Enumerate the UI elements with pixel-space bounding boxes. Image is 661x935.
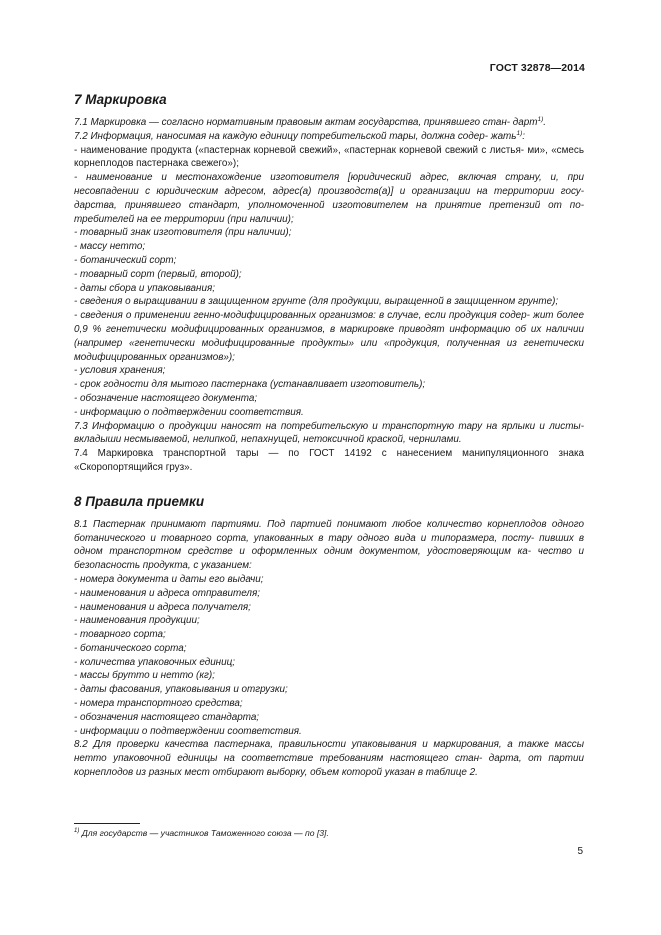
paragraph-7-4: 7.4 Маркировка транспортной тары — по ГОСТ 14192 с нанесением манипуляционного знака «Скоропортящийся груз». <box>74 448 584 473</box>
list-item-7-2-5: - товарный сорт (первый, второй); <box>74 268 242 280</box>
list-item-7-2-1: - наименование и местонахождение изготовителя [юридический адрес, включая страну, и, при несовпадении с юридическим адресом, адрес(а) производств(а)] и организации на территории госу- дарства, принявшего стандарт, уполномоченной изготовителем на принятие претензий от по- требителей на ее территории (при наличии); <box>74 172 584 225</box>
list-item-7-2-9: - условия хранения; <box>74 365 166 377</box>
paragraph-8-1: 8.1 Пастернак принимают партиями. Под партией понимают любое количество корнеплодов одного ботанического и товарного сорта, упакованных в тару одного вида и типоразмера, посту- пивших в одном транспортном средстве и оформленных одним документом, удостоверяющим ка- чество и безопасность продукта, с указанием: <box>74 518 584 572</box>
paragraph-8-2: 8.2 Для проверки качества пастернака, правильности упаковывания и маркирования, а также массы нетто упаковочной единицы на соответствие требованиям настоящего стан- дарта, от партии корнеплодов из разных мест отбирают выборку, объем которой указан в таблице 2. <box>74 739 584 779</box>
list-item-7-2-7: - сведения о выращивании в защищенном грунте (для продукции, выращенной в защищенном грунте); <box>74 296 559 308</box>
list-item-8-1-4: - товарного сорта; <box>74 629 166 641</box>
list-item-8-1-8: - даты фасования, упаковывания и отгрузки; <box>74 684 288 696</box>
list-item-8-1-11: - информации о подтверждении соответствия. <box>74 725 302 737</box>
list-item-8-1-1: - наименования и адреса отправителя; <box>74 587 261 599</box>
list-item-7-2-12: - информацию о подтверждении соответствия. <box>74 406 304 418</box>
page-content <box>74 92 584 780</box>
list-item-8-1-5: - ботанического сорта; <box>74 642 187 654</box>
footnote-divider <box>74 823 140 824</box>
section-7-heading: 7 Маркировка <box>74 92 167 107</box>
footnote: $^{1)}$ Для государств — участников Таможенного союза — по [3]. <box>74 828 329 838</box>
list-item-7-2-3: - массу нетто; <box>74 241 146 253</box>
list-item-8-1-6: - количества упаковочных единиц; <box>74 656 236 668</box>
paragraph-7-2: 7.2 Информация, наносимая на каждую единицу потребительской тары, должна содер- жать$^{1)}$: <box>74 129 526 142</box>
paragraph-7-3: 7.3 Информацию о продукции наносят на потребительскую и транспортную тару на ярлыки и листы-вкладыши несмываемой, нелипкой, непахнущей, нетоксичной краской, чернилами. <box>74 420 584 446</box>
list-item-8-1-9: - номера транспортного средства; <box>74 698 243 710</box>
list-item-8-1-2: - наименования и адреса получателя; <box>74 601 251 613</box>
document-code: ГОСТ 32878—2014 <box>489 62 585 74</box>
footnote-ref: 1) <box>537 116 544 123</box>
paragraph-7-1: 7.1 Маркировка — согласно нормативным правовым актам государства, принявшего стан- дарт$^{1)}$. <box>74 116 546 128</box>
section-8-heading: 8 Правила приемки <box>74 493 205 509</box>
list-item-7-2-2: - товарный знак изготовителя (при наличии); <box>74 227 292 239</box>
list-item-8-1-3: - наименования продукции; <box>74 615 200 627</box>
page-number: 5 <box>577 846 583 857</box>
list-item-7-2-0: - наименование продукта («пастернак корневой свежий», «пастернак корневой свежий с листья- ми», «смесь корнеплодов пастернака свежего»); <box>74 144 584 170</box>
list-item-7-2-11: - обозначение настоящего документа; <box>74 392 258 404</box>
list-item-8-1-0: - номера документа и даты его выдачи; <box>74 573 264 585</box>
list-item-7-2-6: - даты сбора и упаковывания; <box>74 282 215 294</box>
list-item-8-1-7: - массы брутто и нетто (кг); <box>74 670 215 682</box>
footnote-ref: 1) <box>516 129 523 137</box>
list-item-7-2-10: - срок годности для мытого пастернака (устанавливает изготовитель); <box>74 379 426 391</box>
list-item-7-2-8: - сведения о применении генно-модифицированных организмов: в случае, если продукция содер- жит более 0,9 % генетически модифицированных организмов, в маркировке приводят информацию об их наличии (например «генетически модифицированные продукты» или «продукция, полученная из генетически модифицированных организмов»); <box>74 310 584 363</box>
list-item-7-2-4: - ботанический сорт; <box>74 254 177 266</box>
list-item-8-1-10: - обозначения настоящего стандарта; <box>74 711 260 723</box>
